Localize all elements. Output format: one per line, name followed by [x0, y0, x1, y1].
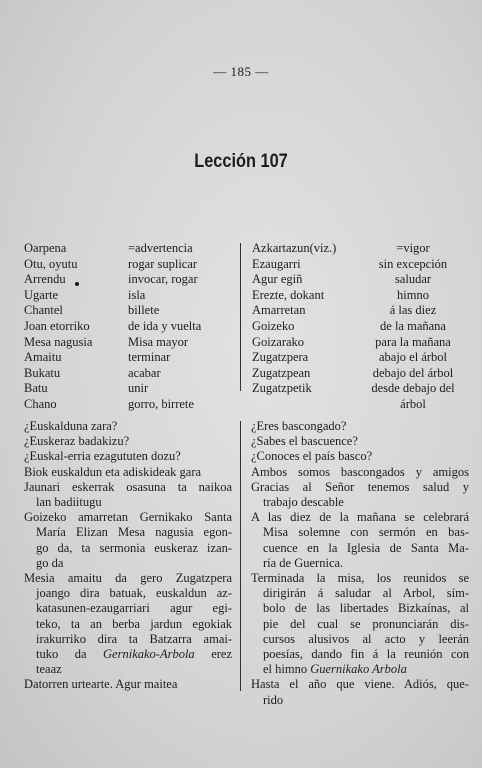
vocab-meaning: saludar [394, 272, 432, 287]
dialog-line: Misa solemne con sermón en bas- [263, 525, 469, 540]
vocab-term: Amaitu [24, 350, 62, 365]
vocab-meaning: árbol [400, 396, 426, 411]
vocab-row [24, 366, 236, 382]
dialog-line: joango dira batuak, euskaldun az- [36, 586, 232, 601]
vocab-row [252, 381, 468, 397]
vocab-meaning: isla [128, 287, 146, 302]
dialog-line: Biok euskaldun eta adiskideak gara [24, 464, 202, 479]
dialog-line: ¿Euskalduna zara? [24, 419, 118, 433]
vocab-term: Batu [24, 381, 48, 396]
dialog-line: go da [36, 555, 64, 570]
dialog-line: lan badiitugu [36, 495, 102, 510]
vocab-row [252, 366, 468, 382]
vocab-row [24, 257, 236, 273]
vocab-term: Oarpena [24, 241, 67, 255]
column-divider [240, 421, 241, 691]
dialog-line: Ambos somos bascongados y amigos [251, 464, 469, 479]
vocab-term [252, 397, 358, 413]
page-number: — 185 — [213, 64, 269, 79]
vocab-row [252, 350, 468, 366]
vocab-term: Ugarte [24, 287, 59, 302]
dialog-line: A las diez de la mañana se celebrará [251, 510, 469, 525]
vocab-row [252, 335, 468, 351]
dialog-line: tuko da Gernikako-Arbola erez [36, 647, 232, 662]
vocab-meaning: Misa mayor [128, 334, 189, 349]
dialog-line: bolo de las libertades Bizkaínas, al [263, 601, 469, 616]
dialog-line: teaaz [36, 662, 62, 677]
vocab-meaning: de ida y vuelta [128, 318, 202, 333]
vocab-row [24, 241, 236, 257]
dialog-line: ¿Euskal-erria ezagututen dozu? [24, 449, 181, 464]
vocab-row [24, 397, 236, 413]
vocab-row [24, 272, 236, 288]
dialog-line: Gracias al Señor tenemos salud y [251, 479, 469, 494]
dialog-line: irakurriko dira ta Batzarra amai- [36, 631, 232, 646]
vocab-meaning: á las diez [389, 303, 437, 318]
dialog-line: katasunen-ezaugarriari agur egi- [36, 601, 232, 616]
dialog-line: Datorren urtearte. Agur maitea [24, 677, 178, 692]
dialog-line: Mesia amaitu da gero Zugatzpera [24, 571, 232, 586]
vocab-term: Zugatzpera [252, 350, 309, 365]
dialog-line: Jaunari eskerrak osasuna ta naikoa [24, 479, 232, 494]
vocab-row [24, 288, 236, 304]
vocab-meaning: billete [128, 303, 160, 318]
vocab-row [252, 303, 468, 319]
dialog-line: cuence en la Iglesia de Santa Ma- [263, 540, 469, 555]
dialog-line: ría de Guernica. [263, 555, 344, 570]
vocab-meaning: =vigor [396, 241, 430, 255]
vocab-row [252, 241, 468, 257]
dialog-line: pie del cual se pronunciarán dis- [263, 616, 469, 631]
vocab-row [24, 350, 236, 366]
vocab-meaning: para la mañana [375, 334, 451, 349]
vocab-meaning: invocar, rogar [128, 272, 198, 287]
vocab-meaning: gorro, birrete [128, 396, 194, 411]
vocab-row [252, 319, 468, 335]
vocab-meaning: abajo el árbol [378, 350, 448, 365]
dialog-line: ¿Euskeraz badakizu? [24, 434, 130, 449]
dialog-line: el himno Guernikako Arbola [263, 662, 407, 677]
vocab-row [252, 397, 468, 413]
vocab-meaning: terminar [128, 350, 171, 365]
vocab-meaning: himno [397, 287, 429, 302]
vocab-term: Chano [24, 396, 57, 411]
vocab-row [252, 257, 468, 273]
vocab-term: Joan etorriko [24, 318, 90, 333]
dialog-line: poesías, dando fin á la reunión con [263, 647, 469, 662]
vocab-term: Goizarako [252, 334, 305, 349]
vocab-term: Goizeko [252, 318, 295, 333]
vocab-row [24, 381, 236, 397]
dialog-line: teko, ta an berba jardun egokiak [36, 616, 232, 631]
vocab-term: Azkartazun(viz.) [252, 241, 337, 255]
vocab-meaning: desde debajo del [371, 381, 455, 396]
dialog-line: Goizeko amarretan Gernikako Santa [24, 510, 232, 525]
vocab-term: Zugatzpean [252, 365, 311, 380]
vocab-list-right [252, 241, 468, 413]
vocab-meaning: acabar [128, 365, 161, 380]
vocab-term: Agur egiñ [252, 272, 303, 287]
vocab-row [252, 272, 468, 288]
column-divider [240, 243, 241, 391]
vocab-meaning: debajo del árbol [372, 365, 454, 380]
dialog-line: ¿Eres bascongado? [251, 419, 347, 433]
vocab-term: Arrendu [24, 272, 66, 287]
vocab-term: Amarretan [252, 303, 306, 318]
dialog-line: trabajo descable [263, 495, 344, 510]
dialog-basque [24, 419, 232, 693]
dialog-line: dirigirán á saludar al Arbol, sím- [263, 586, 469, 601]
dialog-line: ¿Sabes el bascuence? [251, 434, 358, 449]
vocab-meaning: sin excepción [378, 256, 448, 271]
lesson-title: Lección 107 [194, 151, 288, 172]
dialog-line: rido [263, 692, 284, 707]
vocab-term: Zugatzpetik [252, 381, 312, 396]
vocab-term: Otu, oyutu [24, 256, 78, 271]
dialog-line: Hasta el año que viene. Adiós, que- [251, 677, 469, 692]
vocab-meaning: rogar suplicar [128, 256, 198, 271]
vocab-row [252, 288, 468, 304]
dialog-line: María Elizan Mesa nagusia egon- [36, 525, 232, 540]
vocab-term: Chantel [24, 303, 63, 318]
dialog-line: go da, ta sermonia euskeraz izan- [36, 540, 232, 555]
dialog-line: ¿Conoces el país basco? [251, 449, 373, 464]
print-dot [75, 282, 79, 286]
vocab-row [24, 303, 236, 319]
vocab-term: Ezaugarri [252, 256, 301, 271]
vocab-row [24, 335, 236, 351]
dialog-line: cursos alusivos al acto y leerán [263, 631, 469, 646]
vocab-row [24, 319, 236, 335]
italic-title: Gernikako-Arbola [103, 647, 195, 662]
vocab-list-left [24, 241, 236, 413]
vocab-meaning: unir [128, 381, 149, 396]
vocab-meaning: =advertencia [128, 241, 193, 255]
dialog-line: Terminada la misa, los reunidos se [251, 571, 469, 586]
vocab-term: Bukatu [24, 365, 61, 380]
vocab-term: Mesa nagusia [24, 334, 93, 349]
vocab-term: Erezte, dokant [252, 287, 325, 302]
italic-title: Guernikako Arbola [310, 662, 407, 677]
vocab-meaning: de la mañana [380, 318, 446, 333]
dialog-spanish [251, 419, 469, 708]
